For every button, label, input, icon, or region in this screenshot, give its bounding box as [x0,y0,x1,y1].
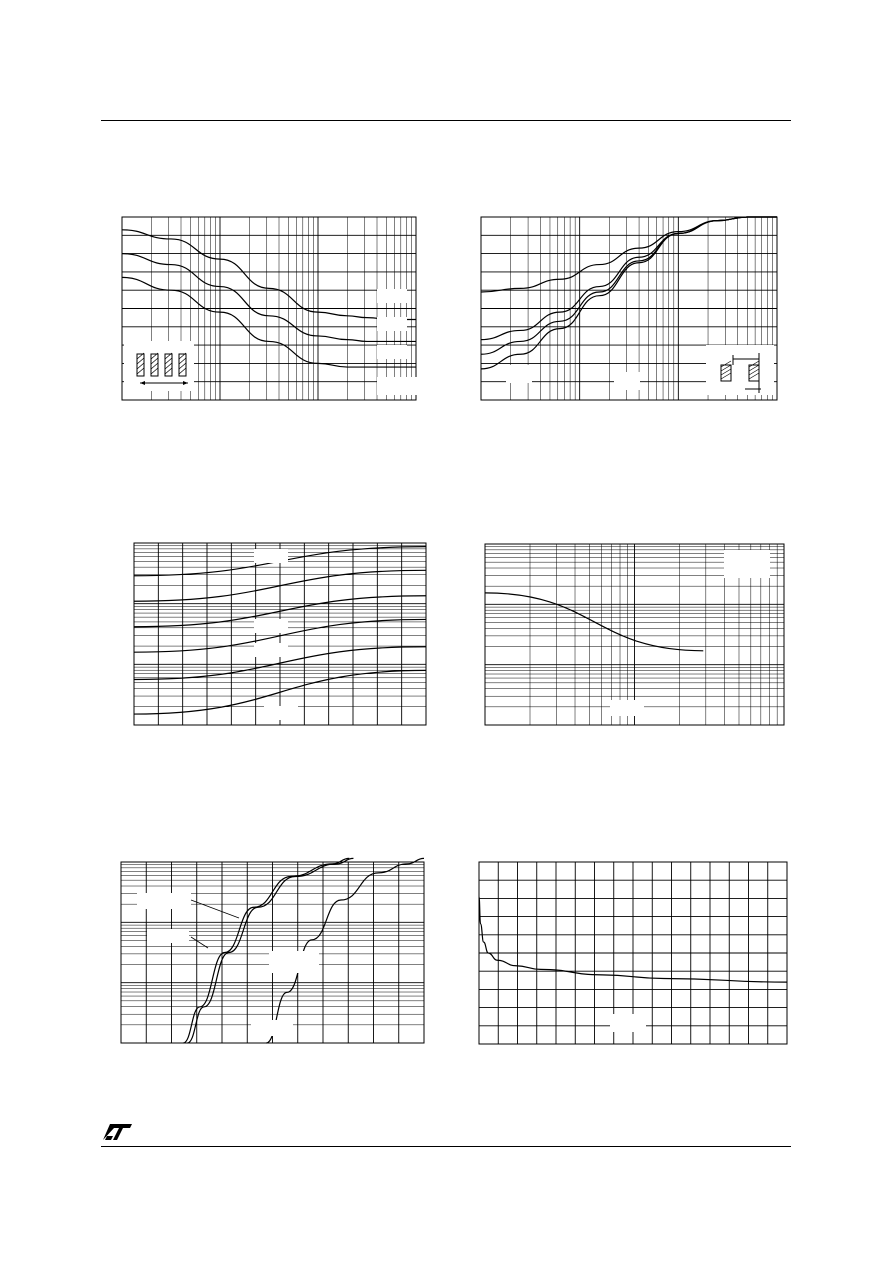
chart-1-label-box-1 [377,377,417,395]
pulse-train-icon [124,341,194,391]
chart-panel-6 [479,862,787,1044]
chart-1-series-2 [122,254,416,342]
chart-2-label-box-2 [614,372,640,390]
chart-2-series-3 [481,217,777,354]
chart-3-label-box-3 [254,643,288,657]
chart-5-label-box-2 [147,929,189,943]
chart-svg-1 [122,217,416,400]
chart-panel-2 [481,217,777,400]
chart-5-label-box-4 [251,1020,293,1036]
st-logo [101,1122,135,1147]
chart-4-label-box-2 [610,700,644,716]
chart-3-grid [134,543,426,725]
chart-1-label-box-3 [377,317,407,331]
chart-panel-1 [122,217,416,400]
chart-panel-3 [134,543,426,725]
chart-3-label-box-2 [254,619,288,633]
header-rule [101,120,791,121]
chart-4-series-1 [485,593,703,651]
chart-4-label-box-1 [724,550,770,578]
chart-svg-5 [121,862,424,1043]
chart-svg-2 [481,217,777,400]
chart-svg-3 [134,543,426,725]
single-pulse-icon [706,345,774,395]
chart-1-series-1 [122,230,416,320]
chart-svg-4 [485,544,784,725]
chart-5-arrows [191,900,239,948]
chart-6-label-box-1 [610,1014,646,1032]
chart-svg-6 [479,862,787,1044]
chart-5-label-box-1 [137,893,191,909]
chart-2-label-box-1 [506,365,532,383]
chart-3-label-box-1 [254,549,288,563]
st-logo-icon [101,1122,135,1142]
chart-1-label-box-2 [377,289,407,303]
chart-5-label-box-3 [269,951,319,973]
footer-rule [101,1146,791,1147]
chart-1-label-box-4 [377,345,407,359]
chart-panel-5 [121,862,424,1043]
chart-panel-4 [485,544,784,725]
chart-3-label-box-4 [264,706,298,720]
chart-2-series-1 [481,217,777,292]
